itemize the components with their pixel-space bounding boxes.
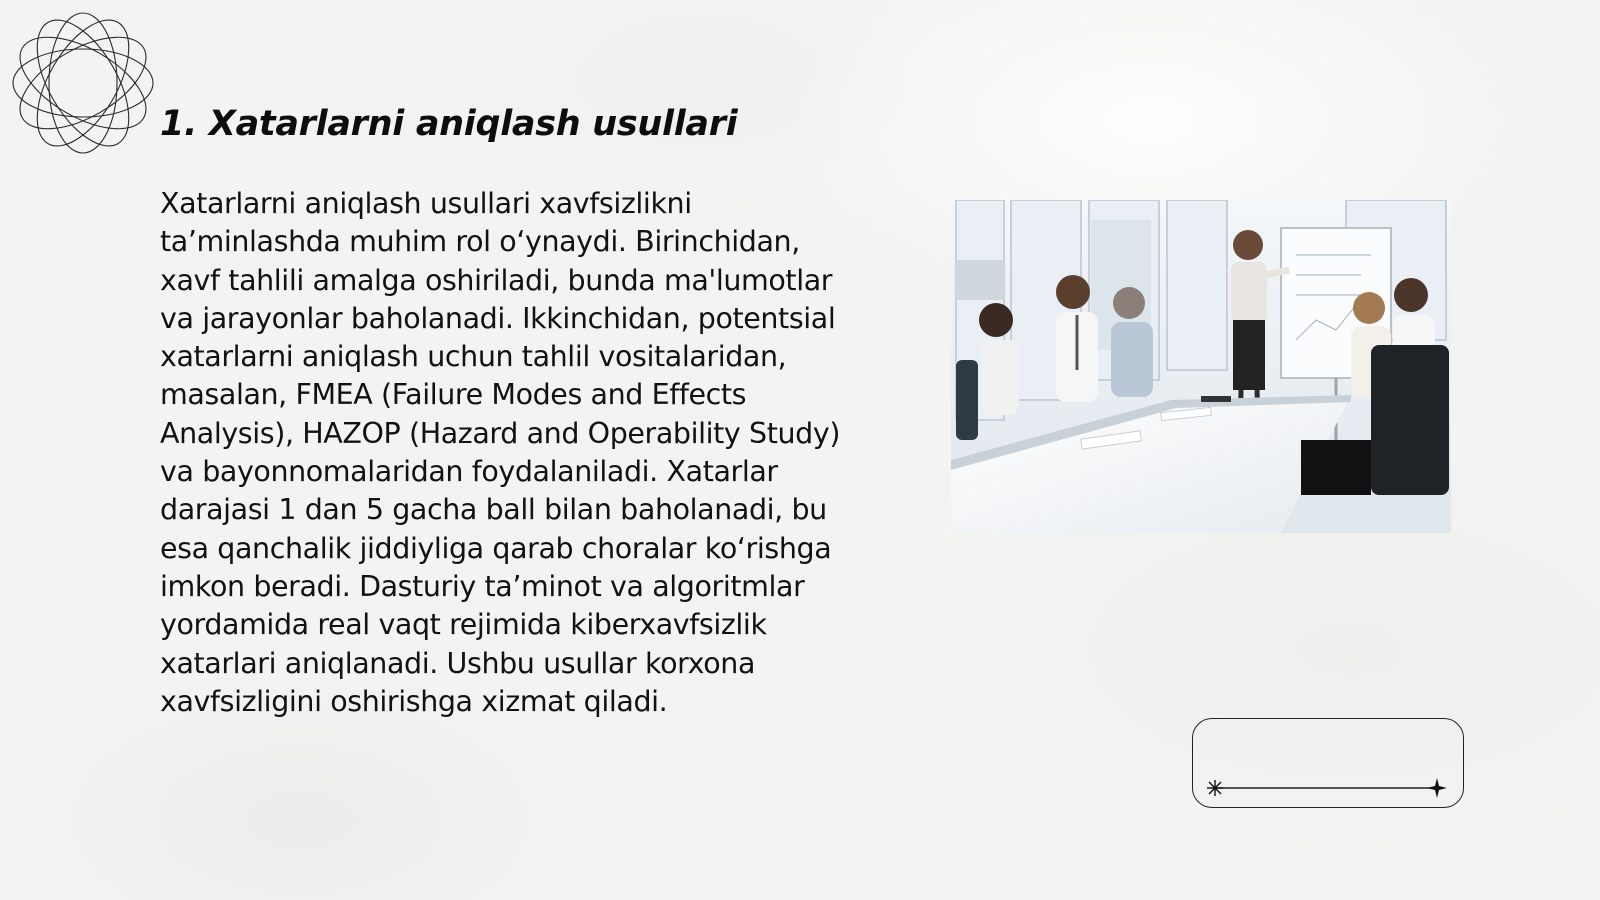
decorative-line xyxy=(1205,776,1447,800)
star-icon xyxy=(1427,778,1447,798)
meeting-photo xyxy=(951,200,1451,533)
sparkle-icon xyxy=(1207,780,1223,796)
slide-title: 1. Xatarlarni aniqlash usullari xyxy=(160,104,738,144)
slide-body-text: Xatarlarni aniqlash usullari xavfsizlikni ta’minlashda muhim rol o‘ynaydi. Birinchidan, xavf tahlili amalga oshiriladi, bunda ma'lumotlar va jarayonlar baholanadi. Ikkinchidan, potentsial xatarlarni aniqlash uchun tahlil vositalaridan, masalan, FMEA (Failure Modes and Effects Analysis), HAZOP (Hazard and Operability Study) va bayonnomalaridan foydalaniladi. Xatarlar darajasi 1 dan 5 gacha ball bilan baholanadi, bu esa qanchalik jiddiyliga qarab choralar ko‘rishga imkon beradi. Dasturiy ta’minot va algoritmlar yordamida real vaqt rejimida kiberxavfsizlik xatarlari aniqlanadi. Ushbu usullar korxona xavfsizligini oshirishga xizmat qiladi. xyxy=(160,187,841,718)
orbit-rings-icon xyxy=(10,10,156,156)
